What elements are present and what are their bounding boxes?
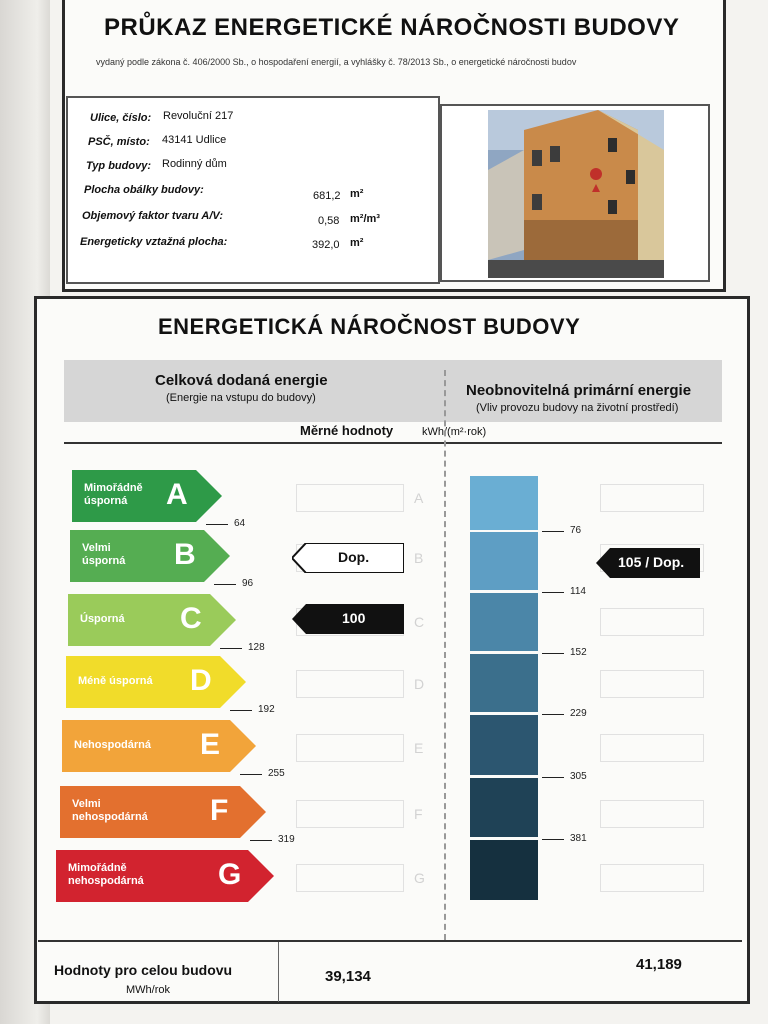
left-reference-marker bbox=[292, 543, 404, 571]
class-letter: C bbox=[180, 602, 202, 635]
ghost-letter: C bbox=[414, 614, 425, 630]
threshold-arrow bbox=[250, 840, 272, 841]
class-label: Velmi úsporná bbox=[82, 542, 126, 567]
primary-threshold-arrow bbox=[542, 531, 564, 532]
class-letter: B bbox=[174, 538, 196, 571]
info-value-type: Rodinný dům bbox=[162, 158, 227, 170]
totals-left-value: 39,134 bbox=[325, 968, 371, 985]
units-label: Měrné hodnoty bbox=[300, 423, 394, 438]
threshold-value: 192 bbox=[258, 704, 275, 715]
left-column-subtitle: (Energie na vstupu do budovy) bbox=[166, 392, 316, 404]
info-value-postcode: 43141 Udlice bbox=[162, 134, 227, 146]
left-value-marker bbox=[292, 604, 404, 632]
class-band-d bbox=[66, 656, 246, 708]
threshold-value: 128 bbox=[248, 642, 265, 653]
ghost-marker-f bbox=[600, 800, 704, 828]
info-label-shape-factor: Objemový faktor tvaru A/V: bbox=[82, 210, 223, 222]
right-value-text: 105 / Dop. bbox=[618, 554, 685, 570]
class-letter: D bbox=[190, 664, 212, 697]
info-value-shape-factor: 0,58 bbox=[318, 215, 340, 227]
class-band-c bbox=[68, 594, 236, 646]
class-label: Nehospodárná bbox=[74, 739, 152, 751]
certificate-title: PRŮKAZ ENERGETICKÉ NÁROČNOSTI BUDOVY bbox=[104, 14, 680, 41]
info-value-street: Revoluční 217 bbox=[163, 110, 234, 122]
threshold-value: 319 bbox=[278, 834, 295, 845]
class-band-e bbox=[62, 720, 256, 772]
class-band-g bbox=[56, 850, 274, 902]
info-value-envelope: 681,2 bbox=[313, 190, 341, 202]
info-label-street: Ulice, číslo: bbox=[90, 112, 152, 124]
primary-threshold-arrow bbox=[542, 839, 564, 840]
threshold-value: 96 bbox=[242, 578, 254, 589]
ghost-marker-d bbox=[296, 670, 404, 698]
primary-bar-segment bbox=[470, 840, 538, 900]
primary-threshold-value: 305 bbox=[570, 771, 587, 782]
units-rule bbox=[64, 442, 722, 444]
primary-threshold-arrow bbox=[542, 714, 564, 715]
primary-bar-segment bbox=[470, 593, 538, 651]
ghost-marker-c bbox=[600, 608, 704, 636]
primary-threshold-value: 381 bbox=[570, 833, 587, 844]
ghost-letter: D bbox=[414, 676, 425, 692]
primary-threshold-value: 229 bbox=[570, 708, 587, 719]
info-value-floor-area: 392,0 bbox=[312, 239, 340, 251]
class-label: Mimořádně úsporná bbox=[84, 482, 143, 507]
info-label-floor-area: Energeticky vztažná plocha: bbox=[80, 236, 228, 248]
class-letter: E bbox=[200, 728, 221, 761]
primary-bar-segment bbox=[470, 654, 538, 712]
ghost-marker-g bbox=[600, 864, 704, 892]
info-label-postcode: PSČ, místo: bbox=[88, 136, 150, 148]
class-letter: F bbox=[210, 794, 229, 827]
primary-threshold-value: 76 bbox=[570, 525, 582, 536]
totals-unit: MWh/rok bbox=[126, 984, 170, 996]
class-label: Velmi nehospodárná bbox=[72, 798, 148, 823]
right-column-title: Neobnovitelná primární energie bbox=[466, 382, 692, 399]
class-band-f bbox=[60, 786, 266, 838]
class-label: Úsporná bbox=[80, 613, 125, 625]
threshold-arrow bbox=[214, 584, 236, 585]
right-column-subtitle: (Vliv provozu budovy na životní prostředí) bbox=[476, 402, 679, 414]
ghost-marker-d bbox=[600, 670, 704, 698]
info-label-type: Typ budovy: bbox=[86, 160, 151, 172]
left-value-text: 100 bbox=[342, 610, 366, 626]
section-title: ENERGETICKÁ NÁROČNOST BUDOVY bbox=[158, 314, 581, 339]
threshold-arrow bbox=[230, 710, 252, 711]
primary-threshold-arrow bbox=[542, 592, 564, 593]
primary-bar-segment bbox=[470, 476, 538, 530]
totals-divider bbox=[278, 942, 279, 1002]
ghost-marker-e bbox=[296, 734, 404, 762]
primary-bar-segment bbox=[470, 532, 538, 590]
ghost-letter: E bbox=[414, 740, 424, 756]
info-unit-shape-factor: m²/m³ bbox=[350, 213, 380, 225]
class-band-b bbox=[70, 530, 230, 582]
ghost-marker-g bbox=[296, 864, 404, 892]
ghost-marker-a bbox=[296, 484, 404, 512]
threshold-arrow bbox=[206, 524, 228, 525]
threshold-value: 64 bbox=[234, 518, 246, 529]
right-value-marker bbox=[596, 548, 700, 576]
info-label-envelope: Plocha obálky budovy: bbox=[84, 184, 204, 196]
threshold-arrow bbox=[220, 648, 242, 649]
ghost-letter: B bbox=[414, 550, 424, 566]
threshold-arrow bbox=[240, 774, 262, 775]
building-photo bbox=[488, 110, 664, 278]
info-unit-floor-area: m² bbox=[350, 237, 364, 249]
totals-right-value: 41,189 bbox=[636, 956, 682, 973]
class-letter: A bbox=[166, 478, 188, 511]
ghost-letter: F bbox=[414, 806, 423, 822]
primary-threshold-arrow bbox=[542, 777, 564, 778]
class-label: Méně úsporná bbox=[78, 675, 153, 687]
primary-bar-segment bbox=[470, 715, 538, 775]
threshold-value: 255 bbox=[268, 768, 285, 779]
column-divider bbox=[444, 370, 446, 940]
left-reference-text: Dop. bbox=[338, 549, 370, 565]
ghost-marker-f bbox=[296, 800, 404, 828]
left-column-header bbox=[64, 360, 446, 422]
ghost-marker-a bbox=[600, 484, 704, 512]
primary-threshold-arrow bbox=[542, 653, 564, 654]
info-unit-envelope: m² bbox=[350, 188, 364, 200]
class-label: Mimořádně nehospodárná bbox=[68, 862, 144, 887]
class-letter: G bbox=[218, 858, 242, 891]
ghost-marker-e bbox=[600, 734, 704, 762]
certificate-subtitle: vydaný podle zákona č. 406/2000 Sb., o hospodaření energií, a vyhlášky č. 78/2013 Sb., o energetické náročnosti budov bbox=[96, 57, 577, 67]
left-column-title: Celková dodaná energie bbox=[155, 372, 328, 389]
totals-label: Hodnoty pro celou budovu bbox=[54, 962, 233, 978]
primary-bar-segment bbox=[470, 778, 538, 837]
primary-threshold-value: 152 bbox=[570, 647, 587, 658]
ghost-letter: A bbox=[414, 490, 424, 506]
class-band-a bbox=[72, 470, 222, 522]
ghost-letter: G bbox=[414, 870, 425, 886]
units-value: kWh/(m²·rok) bbox=[422, 426, 487, 438]
primary-threshold-value: 114 bbox=[570, 586, 586, 597]
